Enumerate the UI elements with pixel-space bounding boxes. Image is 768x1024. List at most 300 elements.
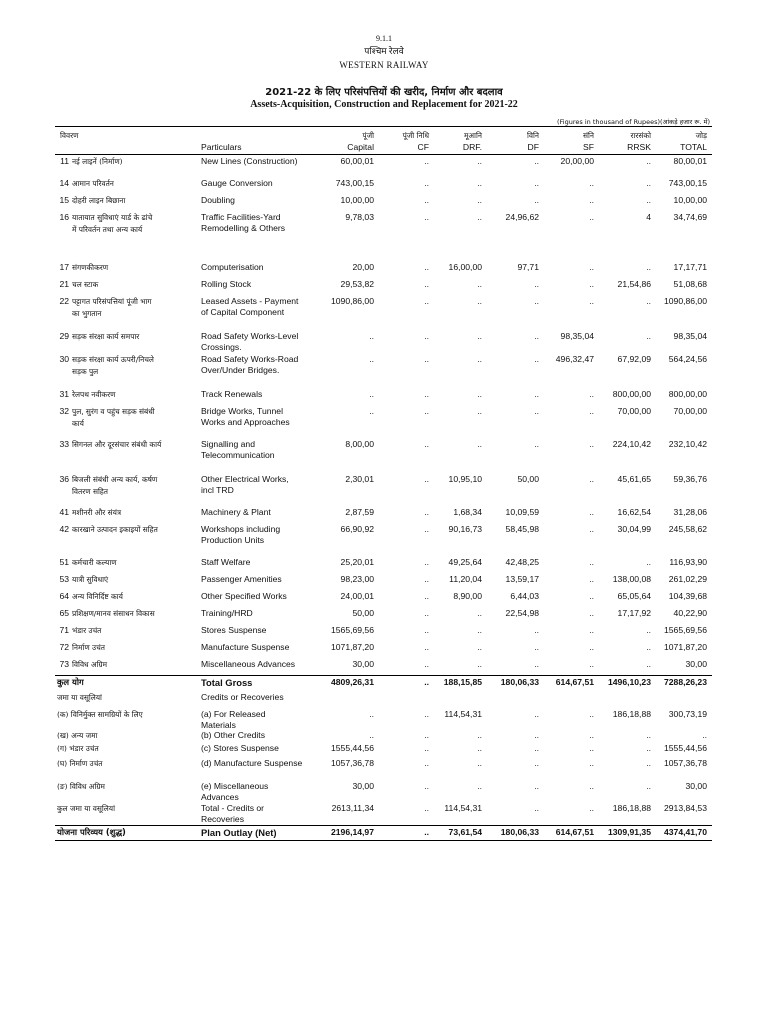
cell-cf: .. [424,677,429,687]
row-number: 64 [59,591,69,601]
cell-rrsk: 224,10,42 [612,439,651,449]
row-number: 33 [59,439,69,449]
row-number: 29 [59,331,69,341]
cell-drf: .. [477,354,482,364]
cell-df: 180,06,33 [500,677,539,687]
row-label-hindi: संगणकीकरण [72,263,109,272]
cell-total: 232,10,42 [668,439,707,449]
cell-rrsk: 65,05,64 [617,591,651,601]
column-header-hindi: पूंजी निधि [402,131,429,140]
row-label: Miscellaneous Advances [201,659,296,669]
cell-capital: 98,23,00 [340,574,374,584]
column-header-hindi: संनि [582,131,594,140]
cell-sf: .. [589,279,594,289]
cell-drf: .. [477,296,482,306]
row-label-hindi: आमान परिवर्तन [72,179,114,188]
table-bottom-rule [55,840,712,841]
cell-total: 10,00,00 [673,195,707,205]
cell-sf: .. [589,781,594,791]
cell-cf: .. [424,354,429,364]
cell-capital: 1057,36,78 [330,758,374,768]
cell-df: .. [534,156,539,166]
cell-rrsk: 16,62,54 [617,507,651,517]
cell-rrsk: .. [646,262,651,272]
cell-df: .. [534,730,539,740]
cell-sf: .. [589,195,594,205]
cell-rrsk: .. [646,659,651,669]
row-label: Training/HRD [201,608,253,618]
row-label-hindi: प्रशिक्षण/मानव संसाधन विकास [72,609,155,618]
cell-total: 564,24,56 [668,354,707,364]
row-number: 15 [59,195,69,205]
cell-sf: .. [589,212,594,222]
row-label-hindi: बिजली संबंधी अन्य कार्य, कर्षण [72,475,158,484]
row-label-hindi: सड़क संरक्षा कार्य समपार [72,332,140,341]
cell-total: 17,17,71 [673,262,707,272]
cell-total: 30,00 [685,659,707,669]
cell-rrsk: 1496,10,23 [607,677,651,687]
row-label-hindi: सिगनल और दूरसंचार संबंधी कार्य [72,440,162,449]
row-label-hindi: नई लाइनें (निर्माण) [72,157,123,166]
column-header: DF [527,142,539,152]
cell-cf: .. [424,212,429,222]
cell-drf: 90,16,73 [448,524,482,534]
row-label: Works and Approaches [201,417,290,427]
cell-drf: .. [477,659,482,669]
row-number: 21 [59,279,69,289]
cell-df: .. [534,803,539,813]
cell-total: 59,36,76 [673,474,707,484]
cell-cf: .. [424,659,429,669]
row-label-hindi: रेलपथ नवीकरण [72,390,116,399]
railway-name-english: WESTERN RAILWAY [339,60,429,70]
row-label: Total - Credits or [201,803,265,813]
row-label-hindi: पट्टागत परिसंपत्तियां पूंजी भाग [72,297,152,306]
cell-capital: .. [369,331,374,341]
row-number: 17 [59,262,69,272]
cell-drf: .. [477,781,482,791]
row-label: Gauge Conversion [201,178,273,188]
cell-capital: 1090,86,00 [330,296,374,306]
cell-capital: .. [369,406,374,416]
cell-capital: 1071,87,20 [330,642,374,652]
cell-capital: 30,00 [352,659,374,669]
cell-df: 97,71 [517,262,539,272]
cell-sf: .. [589,574,594,584]
cell-cf: .. [424,608,429,618]
row-label: (b) Other Credits [201,730,265,740]
cell-drf: 73,61,54 [448,827,482,837]
row-label-hindi: भंडार उचंत [72,626,102,635]
row-number: 16 [59,212,69,222]
column-header-hindi: जोड़ [695,131,707,140]
cell-df: 50,00 [517,474,539,484]
row-label-hindi: अन्य विनिर्दिष्ट कार्य [72,592,123,601]
row-label-hindi: में परिवर्तन तथा अन्य कार्य [72,225,143,234]
cell-total: 31,28,06 [673,507,707,517]
cell-capital: 30,00 [352,781,374,791]
row-label: Computerisation [201,262,264,272]
cell-sf: .. [589,659,594,669]
cell-sf: .. [589,709,594,719]
cell-sf: .. [589,743,594,753]
cell-drf: 11,20,04 [449,574,482,584]
cell-rrsk: 67,92,09 [617,354,651,364]
cell-rrsk: 17,17,92 [617,608,651,618]
cell-drf: 114,54,31 [444,803,482,813]
cell-capital: 50,00 [352,608,374,618]
cell-rrsk: .. [646,625,651,635]
cell-sf: .. [589,507,594,517]
column-header-hindi: विवरण [60,131,79,140]
cell-cf: .. [424,730,429,740]
cell-rrsk: .. [646,642,651,652]
cell-cf: .. [424,296,429,306]
row-label: Credits or Recoveries [201,692,284,702]
row-label: incl TRD [201,485,234,495]
row-label: of Capital Component [201,307,285,317]
row-number: 11 [60,156,69,166]
cell-drf: 49,25,64 [448,557,482,567]
cell-df: 10,09,59 [505,507,539,517]
cell-sf: .. [589,389,594,399]
cell-drf: .. [477,389,482,399]
row-label: Other Specified Works [201,591,287,601]
row-label-hindi: निर्माण उचंत [72,643,105,652]
column-header: Capital [347,142,374,152]
cell-capital: .. [369,354,374,364]
cell-drf: .. [477,642,482,652]
cell-capital: .. [369,389,374,399]
cell-sf: .. [589,557,594,567]
cell-drf: 188,15,85 [443,677,482,687]
cell-rrsk: .. [646,331,651,341]
table-top-rule [55,126,712,127]
row-label-hindi: यात्री सुविधाएं [72,575,109,584]
cell-total: 40,22,90 [673,608,707,618]
row-label-hindi: जमा या वसूलियां [57,693,102,702]
cell-total: 116,93,90 [669,557,707,567]
cell-rrsk: 45,61,65 [617,474,651,484]
cell-rrsk: .. [646,557,651,567]
cell-capital: 60,00,01 [340,156,374,166]
cell-total: 1090,86,00 [663,296,707,306]
row-label: Materials [201,720,236,730]
cell-sf: .. [589,262,594,272]
row-label: Machinery & Plant [201,507,271,517]
cell-total: 1555,44,56 [663,743,707,753]
cell-sf: 496,32,47 [555,354,594,364]
row-label: (c) Stores Suspense [201,743,279,753]
row-label-hindi: पुल, सुरंग व पहुंच सड़क संबंधी [72,407,155,416]
cell-total: 800,00,00 [668,389,707,399]
cell-sf: .. [589,803,594,813]
cell-drf: .. [477,331,482,341]
table-header-rule [55,154,712,155]
cell-total: 261,02,29 [668,574,707,584]
title-hindi: 2021-22 के लिए परिसंपत्तियों की खरीद, निर्माण और बदलाव [265,87,503,98]
cell-rrsk: 138,00,08 [612,574,651,584]
cell-df: .. [534,758,539,768]
cell-df: .. [534,178,539,188]
cell-drf: .. [477,625,482,635]
row-label: (d) Manufacture Suspense [201,758,303,768]
cell-total: 4374,41,70 [663,827,707,837]
cell-cf: .. [424,389,429,399]
cell-drf: .. [477,156,482,166]
cell-cf: .. [424,439,429,449]
cell-cf: .. [424,758,429,768]
cell-total: 34,74,69 [673,212,707,222]
cell-df: .. [534,389,539,399]
row-label: (e) Miscellaneous [201,781,269,791]
row-label: Staff Welfare [201,557,251,567]
row-label-hindi: का भुगतान [72,309,102,318]
row-label: Total Gross [201,677,253,688]
row-number: 31 [59,389,69,399]
cell-df: 24,96,62 [505,212,539,222]
row-label-hindi: चल स्टाक [72,280,99,289]
row-label-hindi: यातायात सुविधाएं यार्ड के ढांचे [72,213,153,222]
cell-total: 2913,84,53 [663,803,707,813]
row-label: Telecommunication [201,450,275,460]
row-label: Remodelling & Others [201,223,286,233]
row-label: Rolling Stock [201,279,252,289]
cell-sf: .. [589,730,594,740]
cell-cf: .. [424,474,429,484]
cell-df: 13,59,17 [505,574,539,584]
cell-capital: 2,87,59 [345,507,374,517]
cell-capital: 2613,11,34 [331,803,374,813]
cell-rrsk: 21,54,86 [617,279,651,289]
row-label-hindi: योजना परिव्यय (शुद्ध) [57,827,126,837]
cell-cf: .. [424,591,429,601]
column-header-hindi: विनि [526,131,539,140]
cell-rrsk: .. [646,178,651,188]
cell-drf: 10,95,10 [448,474,482,484]
cell-df: 180,06,33 [500,827,539,837]
cell-capital: 4809,26,31 [330,677,374,687]
cell-capital: 10,00,00 [340,195,374,205]
cell-df: .. [534,195,539,205]
row-label-hindi: विविध अग्रिम [72,660,108,669]
row-label: Track Renewals [201,389,263,399]
cell-rrsk: 30,04,99 [617,524,651,534]
cell-drf: .. [477,195,482,205]
cell-drf: 8,90,00 [453,591,482,601]
plan-outlay-rule [55,825,712,826]
cell-df: .. [534,406,539,416]
cell-drf: .. [477,608,482,618]
row-label: (a) For Released [201,709,266,719]
cell-rrsk: 1309,91,35 [607,827,651,837]
row-label: New Lines (Construction) [201,156,298,166]
column-header: RRSK [627,142,651,152]
cell-rrsk: .. [646,195,651,205]
row-label: Doubling [201,195,235,205]
row-number: 72 [59,642,69,652]
cell-capital: 66,90,92 [340,524,374,534]
cell-df: .. [534,331,539,341]
row-label: Advances [201,792,239,802]
row-number: 53 [59,574,69,584]
row-label: Stores Suspense [201,625,267,635]
cell-total: 98,35,04 [673,331,707,341]
row-label-hindi: कर्मचारी कल्याण [72,558,117,567]
cell-drf: .. [477,178,482,188]
cell-total: 104,39,68 [668,591,707,601]
cell-drf: 114,54,31 [444,709,482,719]
column-header: TOTAL [680,142,707,152]
row-label-hindi: सड़क पुल [72,367,99,376]
cell-rrsk: .. [646,296,651,306]
cell-cf: .. [424,262,429,272]
cell-cf: .. [424,743,429,753]
cell-capital: 743,00,15 [335,178,374,188]
row-label-hindi: (ङ) विविध अग्रिम [57,782,105,791]
cell-total: 1071,87,20 [663,642,707,652]
cell-capital: 25,20,01 [340,557,374,567]
row-number: 42 [59,524,69,534]
total-gross-rule [55,675,712,676]
cell-capital: 2,30,01 [345,474,374,484]
row-label-hindi: कुल जमा या वसूलियां [57,804,115,813]
row-label-hindi: कुल योग [57,677,84,687]
column-header: CF [417,142,429,152]
cell-sf: 614,67,51 [555,827,594,837]
cell-rrsk: 186,18,88 [612,709,651,719]
cell-total: 1565,69,56 [663,625,707,635]
cell-cf: .. [424,625,429,635]
row-label-hindi: (ख) अन्य जमा [57,731,98,740]
cell-drf: .. [477,279,482,289]
row-label: Road Safety Works-Road [201,354,299,364]
row-number: 71 [59,625,69,635]
cell-total: 70,00,00 [673,406,707,416]
cell-rrsk: .. [646,156,651,166]
cell-drf: 16,00,00 [448,262,482,272]
cell-cf: .. [424,709,429,719]
row-number: 30 [59,354,69,364]
row-label: Signalling and [201,439,255,449]
cell-df: 42,48,25 [505,557,539,567]
cell-capital: 9,78,03 [345,212,374,222]
units-note: (Figures in thousand of Rupees)(आंकड़े हजार रू. में) [557,118,710,126]
title-english: Assets-Acquisition, Construction and Replacement for 2021-22 [250,99,518,110]
railway-name-hindi: पश्चिम रेलवे [364,46,404,56]
cell-capital: 8,00,00 [345,439,374,449]
column-header: Particulars [201,142,242,152]
cell-sf: 614,67,51 [555,677,594,687]
cell-capital: 1565,69,56 [330,625,374,635]
cell-cf: .. [424,557,429,567]
cell-total: 51,08,68 [673,279,707,289]
row-number: 14 [59,178,69,188]
row-label-hindi: कार्य [72,419,84,428]
cell-drf: .. [477,406,482,416]
cell-capital: 24,00,01 [340,591,374,601]
cell-total: 80,00,01 [673,156,707,166]
cell-cf: .. [424,642,429,652]
row-number: 36 [59,474,69,484]
cell-cf: .. [424,156,429,166]
cell-sf: .. [589,591,594,601]
row-label-hindi: सड़क संरक्षा कार्य ऊपरी/निचले [72,355,154,364]
cell-cf: .. [424,331,429,341]
cell-sf: .. [589,625,594,635]
row-label: Other Electrical Works, [201,474,289,484]
cell-sf: .. [589,642,594,652]
cell-sf: .. [589,524,594,534]
cell-rrsk: 186,18,88 [612,803,651,813]
row-label-hindi: मशीनरी और संयंत्र [72,508,122,517]
row-label: Plan Outlay (Net) [201,827,277,838]
cell-cf: .. [424,507,429,517]
cell-capital: .. [369,730,374,740]
cell-cf: .. [424,524,429,534]
cell-total: 30,00 [685,781,707,791]
cell-drf: .. [477,743,482,753]
cell-drf: 1,68,34 [453,507,482,517]
cell-cf: .. [424,803,429,813]
column-header-hindi: रारसंको [630,131,651,140]
cell-df: .. [534,279,539,289]
cell-df: 58,45,98 [505,524,539,534]
cell-sf: .. [589,758,594,768]
row-label: Production Units [201,535,265,545]
column-header-hindi: पूंजी [362,131,374,140]
row-label: Traffic Facilities-Yard [201,212,281,222]
row-label-hindi: (घ) निर्माण उचंत [57,759,103,768]
cell-rrsk: 800,00,00 [612,389,651,399]
cell-drf: .. [477,758,482,768]
column-header-hindi: मूआनि [464,131,482,140]
row-label: Bridge Works, Tunnel [201,406,283,416]
row-number: 73 [59,659,69,669]
cell-rrsk: .. [646,743,651,753]
row-number: 22 [59,296,69,306]
cell-drf: .. [477,730,482,740]
row-label: Road Safety Works-Level [201,331,299,341]
row-label-hindi: दोहरी लाइन बिछाना [72,196,126,205]
cell-rrsk: .. [646,730,651,740]
cell-df: .. [534,659,539,669]
cell-total: 743,00,15 [668,178,707,188]
cell-cf: .. [424,195,429,205]
row-label-hindi: (ग) भंडार उचंत [57,744,99,753]
cell-cf: .. [424,781,429,791]
row-label: Recoveries [201,814,244,824]
row-label: Leased Assets - Payment [201,296,299,306]
row-label: Over/Under Bridges. [201,365,280,375]
cell-df: 22,54,98 [505,608,539,618]
cell-capital: 29,53,82 [340,279,374,289]
cell-rrsk: .. [646,781,651,791]
cell-cf: .. [424,827,429,837]
cell-total: 245,58,62 [668,524,707,534]
cell-df: .. [534,354,539,364]
cell-capital: 20,00 [352,262,374,272]
row-label: Workshops including [201,524,281,534]
cell-sf: .. [589,608,594,618]
cell-df: .. [534,743,539,753]
row-label-hindi: (क) विनिर्मुक्त सामग्रियों के लिए [57,710,143,719]
row-number: 51 [59,557,69,567]
cell-df: .. [534,625,539,635]
cell-sf: .. [589,439,594,449]
cell-sf: 98,35,04 [560,331,594,341]
cell-total: 7288,26,23 [663,677,707,687]
